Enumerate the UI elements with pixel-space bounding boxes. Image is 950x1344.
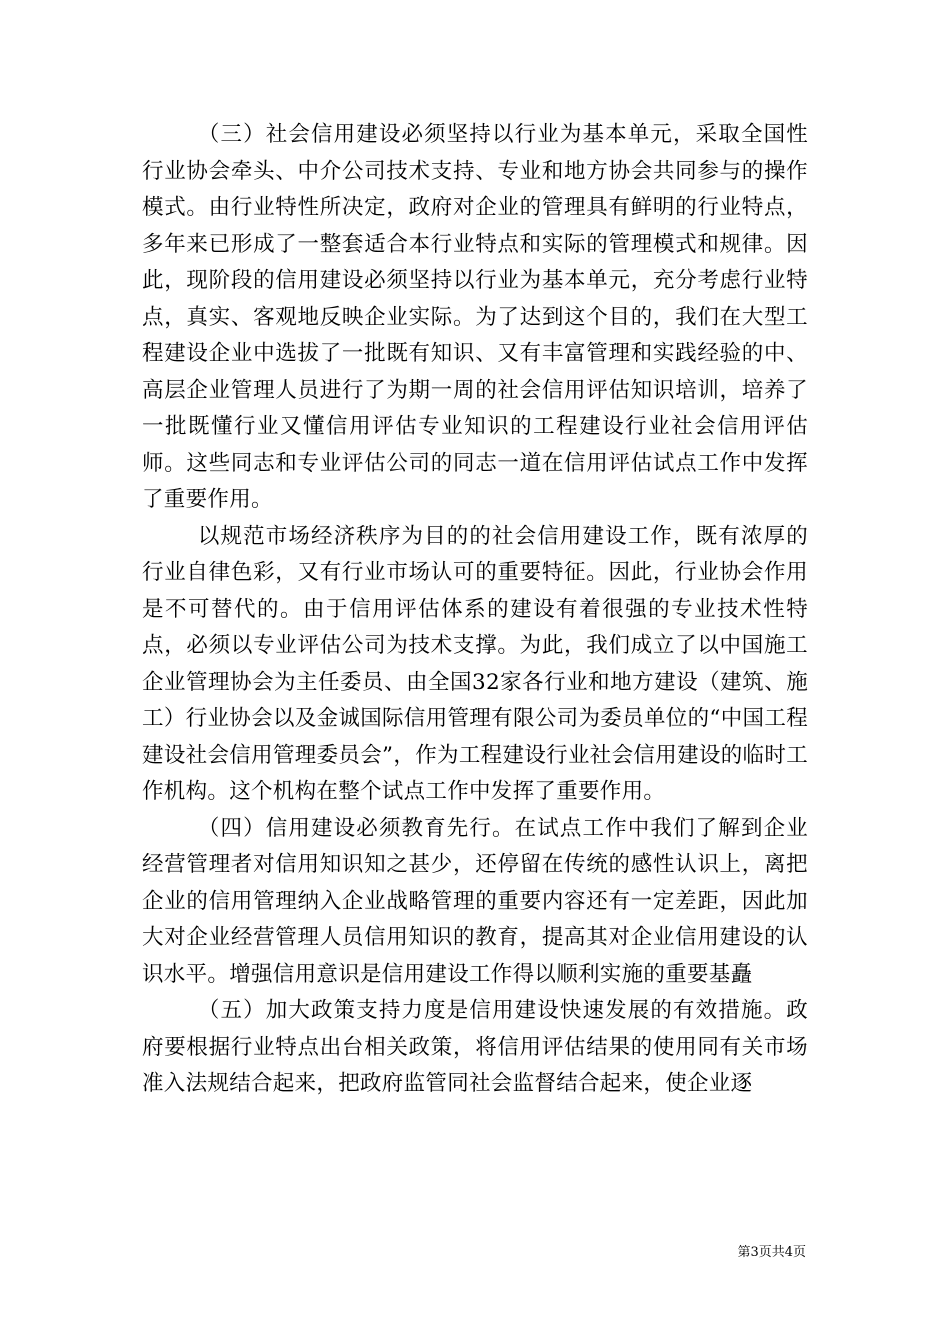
- paragraph-industry-association: 以规范市场经济秩序为目的的社会信用建设工作，既有浓厚的行业自律色彩，又有行业市场认可的重要特征。因此，行业协会作用是不可替代的。由于信用评估体系的建设有着很强的专业技术性特点，必须以专业评估公司为技术支撑。为此，我们成立了以中国施工企业管理协会为主任委员、由全国32家各行业和地方建设（建筑、施工）行业协会以及金诚国际信用管理有限公司为委员单位的“中国工程建设社会信用管理委员会”，作为工程建设行业社会信用建设的临时工作机构。这个机构在整个试点工作中发挥了重要作用。: [142, 523, 808, 804]
- paragraph-section-4: （四）信用建设必须教育先行。在试点工作中我们了解到企业经营管理者对信用知识知之甚少，还停留在传统的感性认识上，离把企业的信用管理纳入企业战略管理的重要内容还有一定差距，因此加大对企业经营管理人员信用知识的教育，提高其对企业信用建设的认识水平。增强信用意识是信用建设工作得以顺利实施的重要基矗: [142, 815, 808, 987]
- page-number-footer: 第3页共4页: [737, 1245, 806, 1260]
- paragraph-section-5: （五）加大政策支持力度是信用建设快速发展的有效措施。政府要根据行业特点出台相关政策，将信用评估结果的使用同有关市场准入法规结合起来，把政府监管同社会监督结合起来，使企业逐: [142, 998, 808, 1096]
- document-body: [142, 117, 808, 1103]
- paragraph-section-3: （三）社会信用建设必须坚持以行业为基本单元，采取全国性行业协会牵头、中介公司技术支持、专业和地方协会共同参与的操作模式。由行业特性所决定，政府对企业的管理具有鲜明的行业特点，多年来已形成了一整套适合本行业特点和实际的管理模式和规律。因此，现阶段的信用建设必须坚持以行业为基本单元，充分考虑行业特点，真实、客观地反映企业实际。为了达到这个目的，我们在大型工程建设企业中选拔了一批既有知识、又有丰富管理和实践经验的中、高层企业管理人员进行了为期一周的社会信用评估知识培训，培养了一批既懂行业又懂信用评估专业知识的工程建设行业社会信用评估师。这些同志和专业评估公司的同志一道在信用评估试点工作中发挥了重要作用。: [142, 122, 808, 512]
